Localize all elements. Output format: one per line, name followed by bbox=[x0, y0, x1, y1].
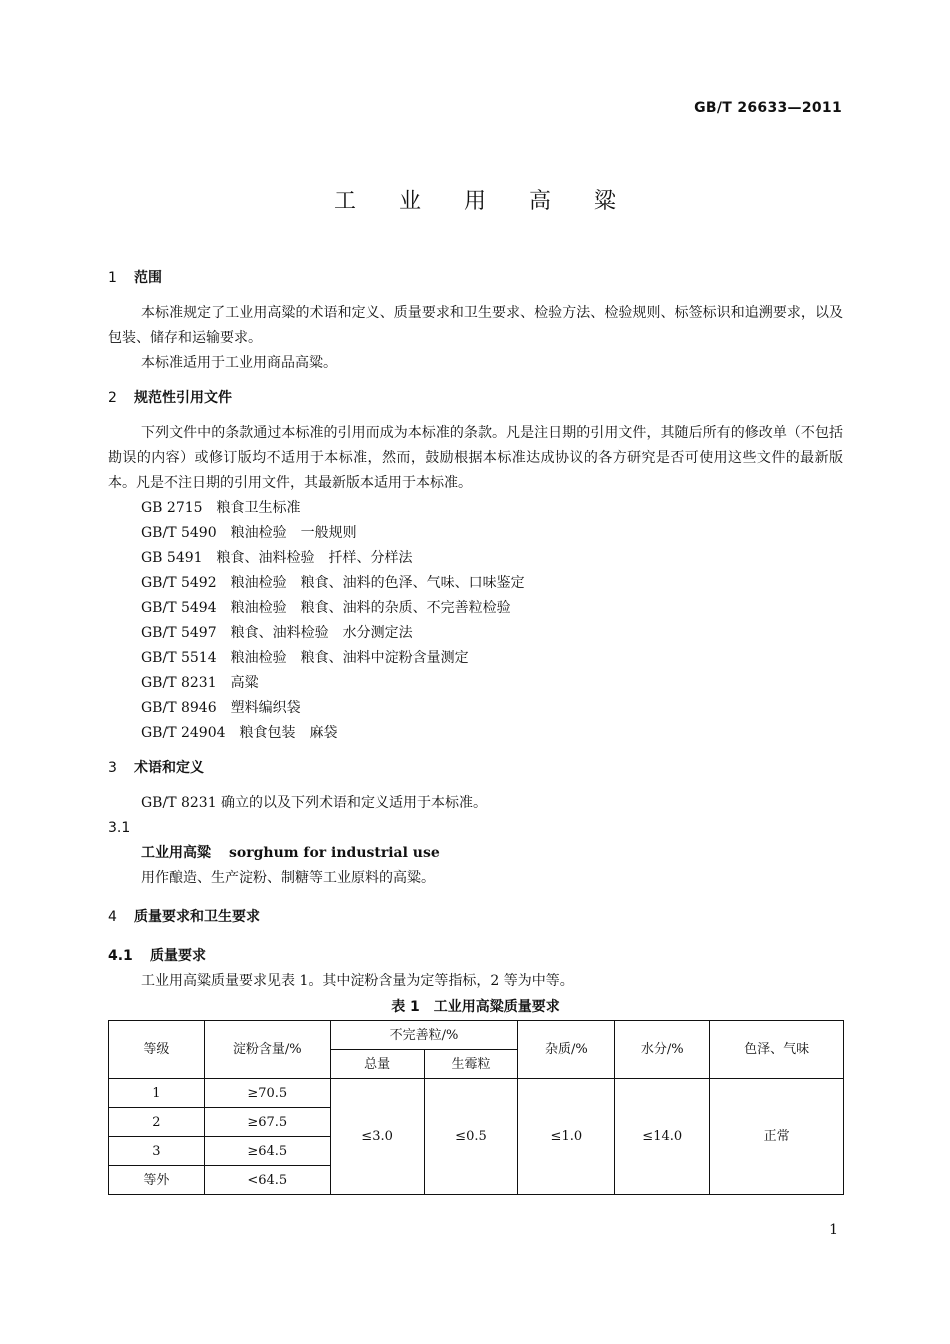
cell-starch: <64.5 bbox=[204, 1166, 330, 1195]
header-mouldy: 生霉粒 bbox=[424, 1050, 518, 1079]
section-title: 术语和定义 bbox=[134, 760, 204, 776]
section-1-paragraph-1: 本标准规定了工业用高粱的术语和定义、质量要求和卫生要求、检验方法、检验规则、标签标识和追溯要求，以及包装、储存和运输要求。 bbox=[108, 305, 843, 346]
reference-item: GB/T 8946 塑料编织袋 bbox=[141, 700, 301, 716]
term-entry bbox=[108, 841, 843, 866]
standard-number: GB/T 26633—2011 bbox=[694, 100, 842, 116]
reference-item: GB/T 5514 粮油检验 粮食、油料中淀粉含量测定 bbox=[141, 650, 469, 666]
reference-item: GB/T 5490 粮油检验 一般规则 bbox=[141, 525, 357, 541]
header-color-odor: 色泽、气味 bbox=[710, 1021, 844, 1079]
reference-item: GB 2715 粮食卫生标准 bbox=[141, 500, 301, 516]
cell-total: ≤3.0 bbox=[330, 1079, 424, 1195]
reference-item: GB/T 5494 粮油检验 粮食、油料的杂质、不完善粒检验 bbox=[141, 600, 511, 616]
cell-moisture: ≤14.0 bbox=[615, 1079, 710, 1195]
subsection-number: 4.1 bbox=[108, 948, 133, 964]
section-title: 范围 bbox=[134, 270, 162, 286]
section-number: 1 bbox=[108, 270, 117, 286]
cell-grade: 3 bbox=[109, 1137, 205, 1166]
reference-item: GB/T 5492 粮油检验 粮食、油料的色泽、气味、口味鉴定 bbox=[141, 575, 525, 591]
cell-starch: ≥67.5 bbox=[204, 1108, 330, 1137]
reference-item: GB/T 8231 高粱 bbox=[141, 675, 259, 691]
cell-mouldy: ≤0.5 bbox=[424, 1079, 518, 1195]
section-4-1-paragraph: 工业用高粱质量要求见表 1。其中淀粉含量为定等指标，2 等为中等。 bbox=[141, 973, 574, 989]
page-number: 1 bbox=[829, 1222, 838, 1238]
section-number: 4 bbox=[108, 909, 117, 925]
cell-color-odor: 正常 bbox=[710, 1079, 844, 1195]
subsection-number: 3.1 bbox=[108, 820, 131, 836]
cell-grade: 1 bbox=[109, 1079, 205, 1108]
term-english: sorghum for industrial use bbox=[229, 845, 440, 861]
header-total: 总量 bbox=[330, 1050, 424, 1079]
reference-item: GB/T 24904 粮食包装 麻袋 bbox=[141, 725, 338, 741]
section-1-paragraph-2: 本标准适用于工业用商品高粱。 bbox=[141, 355, 337, 371]
table-row bbox=[109, 1079, 844, 1108]
section-3-paragraph-1: GB/T 8231 确立的以及下列术语和定义适用于本标准。 bbox=[141, 795, 488, 811]
header-imperfect-kernels: 不完善粒/% bbox=[330, 1021, 518, 1050]
cell-starch: ≥64.5 bbox=[204, 1137, 330, 1166]
subsection-3-1-number bbox=[108, 816, 843, 841]
header-impurity: 杂质/% bbox=[518, 1021, 615, 1079]
section-2-paragraph-1: 下列文件中的条款通过本标准的引用而成为本标准的条款。凡是注日期的引用文件，其随后所有的修改单（不包括勘误的内容）或修订版均不适用于本标准，然而，鼓励根据本标准达成协议的各方研究是否可使用这些文件的最新版本。凡是不注日期的引用文件，其最新版本适用于本标准。 bbox=[108, 425, 843, 491]
section-1-heading bbox=[108, 266, 843, 291]
subsection-title: 质量要求 bbox=[150, 948, 206, 964]
header-moisture: 水分/% bbox=[615, 1021, 710, 1079]
reference-item: GB 5491 粮食、油料检验 扦样、分样法 bbox=[141, 550, 413, 566]
section-2-heading bbox=[108, 386, 843, 411]
header-grade: 等级 bbox=[109, 1021, 205, 1079]
subsection-4-1-heading bbox=[108, 944, 843, 969]
cell-impurity: ≤1.0 bbox=[518, 1079, 615, 1195]
term-chinese: 工业用高粱 bbox=[141, 845, 211, 861]
document-title: 工 业 用 高 粱 bbox=[334, 189, 634, 214]
quality-requirements-table bbox=[108, 1020, 844, 1195]
section-number: 2 bbox=[108, 390, 117, 406]
section-title: 规范性引用文件 bbox=[134, 390, 232, 406]
cell-starch: ≥70.5 bbox=[204, 1079, 330, 1108]
cell-grade: 等外 bbox=[109, 1166, 205, 1195]
section-number: 3 bbox=[108, 760, 117, 776]
table-caption: 表 1 工业用高粱质量要求 bbox=[391, 999, 560, 1015]
section-3-heading bbox=[108, 756, 843, 781]
term-definition: 用作酿造、生产淀粉、制糖等工业原料的高粱。 bbox=[141, 870, 435, 886]
header-starch: 淀粉含量/% bbox=[204, 1021, 330, 1079]
reference-item: GB/T 5497 粮食、油料检验 水分测定法 bbox=[141, 625, 413, 641]
section-title: 质量要求和卫生要求 bbox=[134, 909, 260, 925]
section-4-heading bbox=[108, 905, 843, 930]
document-body bbox=[108, 266, 843, 1195]
cell-grade: 2 bbox=[109, 1108, 205, 1137]
